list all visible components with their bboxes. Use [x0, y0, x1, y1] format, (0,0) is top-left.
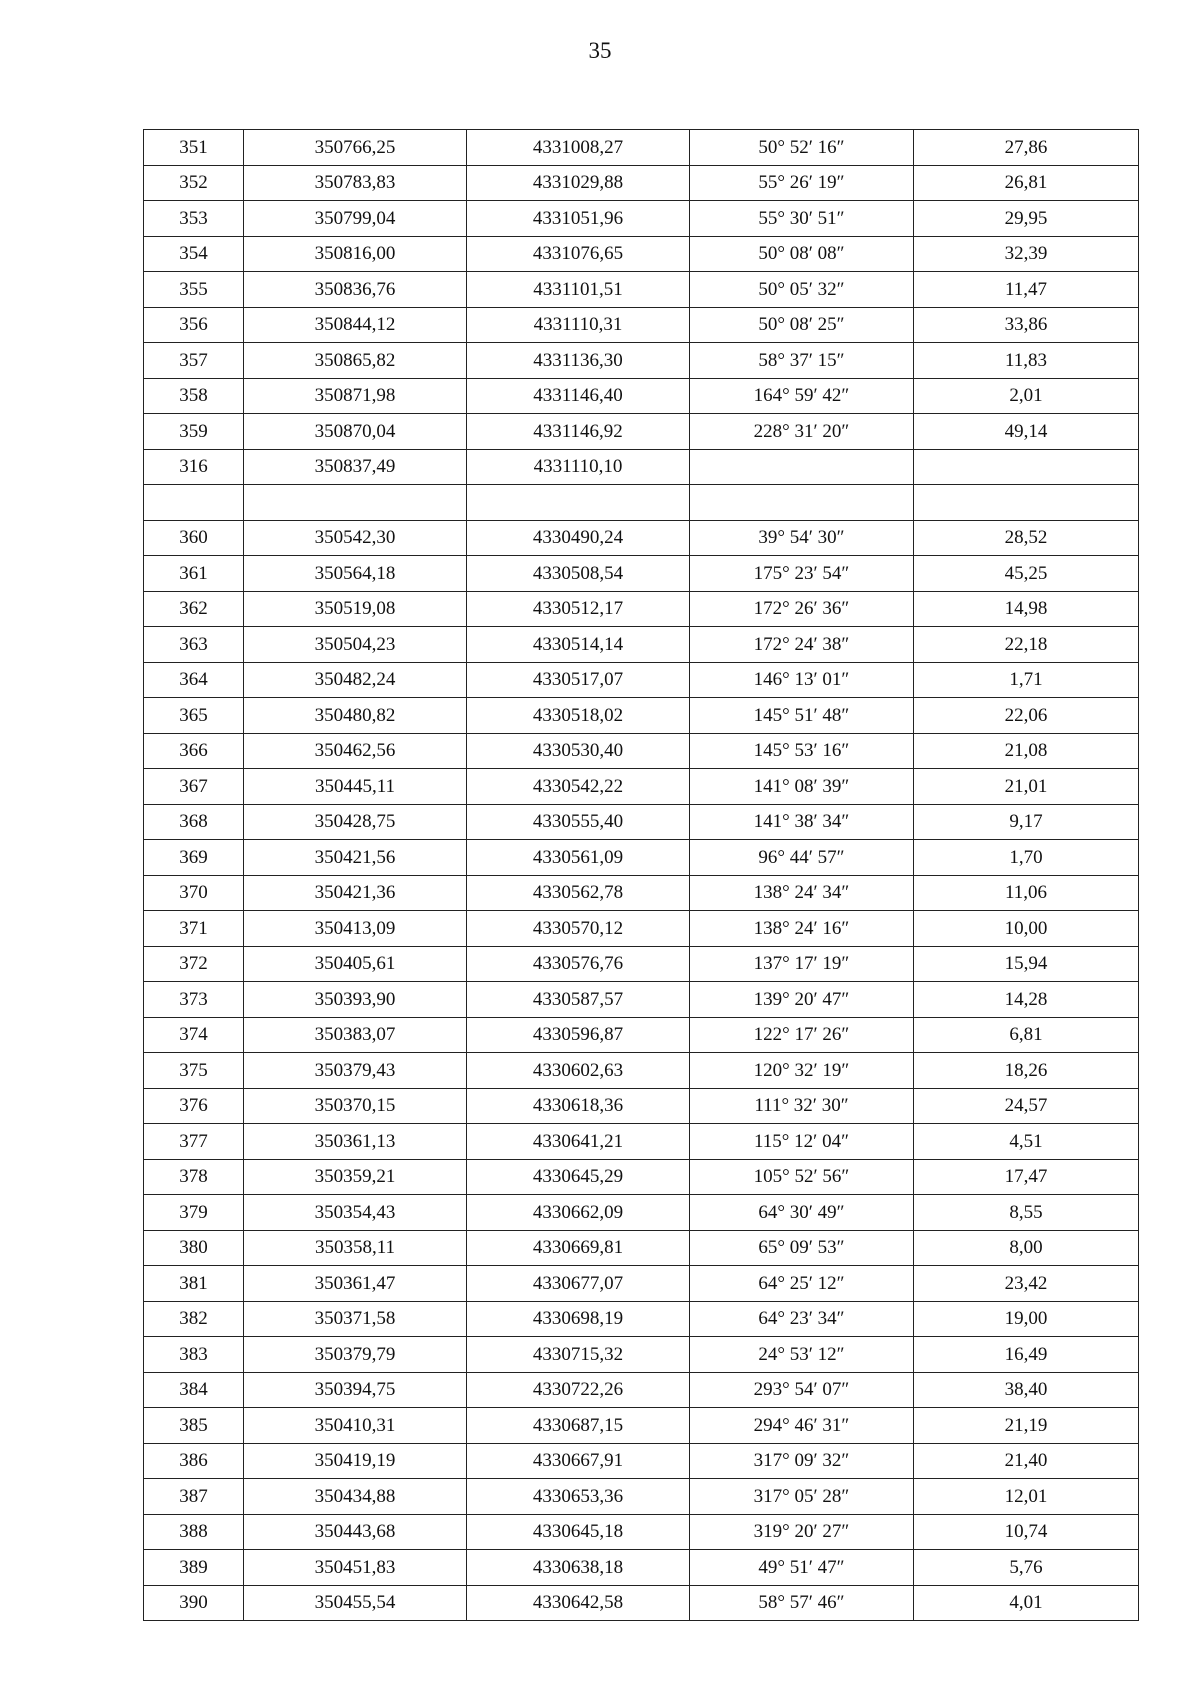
x-coordinate-cell: 350434,88 [244, 1479, 467, 1515]
point-number-cell: 354 [144, 236, 244, 272]
y-coordinate-cell: 4331101,51 [467, 272, 690, 308]
x-coordinate-cell: 350504,23 [244, 627, 467, 663]
point-number-cell: 356 [144, 307, 244, 343]
direction-angle-cell: 228° 31′ 20″ [690, 414, 914, 450]
y-coordinate-cell: 4330677,07 [467, 1266, 690, 1302]
direction-angle-cell: 141° 08′ 39″ [690, 769, 914, 805]
distance-cell: 17,47 [914, 1159, 1139, 1195]
distance-cell: 27,86 [914, 130, 1139, 166]
direction-angle-cell: 111° 32′ 30″ [690, 1088, 914, 1124]
distance-cell: 21,08 [914, 733, 1139, 769]
distance-cell: 26,81 [914, 165, 1139, 201]
table-row [144, 449, 1139, 485]
distance-cell: 21,01 [914, 769, 1139, 805]
direction-angle-cell: 319° 20′ 27″ [690, 1514, 914, 1550]
y-coordinate-cell: 4330514,14 [467, 627, 690, 663]
table-row [144, 1124, 1139, 1160]
x-coordinate-cell: 350482,24 [244, 662, 467, 698]
table-row [144, 307, 1139, 343]
table-row [144, 485, 1139, 521]
y-coordinate-cell: 4330542,22 [467, 769, 690, 805]
point-number-cell: 387 [144, 1479, 244, 1515]
direction-angle-cell: 96° 44′ 57″ [690, 840, 914, 876]
point-number-cell: 359 [144, 414, 244, 450]
x-coordinate-cell: 350871,98 [244, 378, 467, 414]
table-row [144, 698, 1139, 734]
direction-angle-cell: 139° 20′ 47″ [690, 982, 914, 1018]
point-number-cell: 353 [144, 201, 244, 237]
table-row [144, 130, 1139, 166]
table-row [144, 378, 1139, 414]
point-number-cell: 379 [144, 1195, 244, 1231]
table-row [144, 662, 1139, 698]
coordinates-table [143, 129, 1139, 1621]
distance-cell: 22,18 [914, 627, 1139, 663]
direction-angle-cell: 50° 05′ 32″ [690, 272, 914, 308]
point-number-cell: 375 [144, 1053, 244, 1089]
y-coordinate-cell: 4331076,65 [467, 236, 690, 272]
y-coordinate-cell: 4331110,10 [467, 449, 690, 485]
distance-cell: 19,00 [914, 1301, 1139, 1337]
point-number-cell: 372 [144, 946, 244, 982]
point-number-cell [144, 485, 244, 521]
distance-cell: 28,52 [914, 520, 1139, 556]
point-number-cell: 367 [144, 769, 244, 805]
point-number-cell: 371 [144, 911, 244, 947]
distance-cell: 5,76 [914, 1550, 1139, 1586]
table-row [144, 165, 1139, 201]
direction-angle-cell: 58° 57′ 46″ [690, 1585, 914, 1621]
point-number-cell: 381 [144, 1266, 244, 1302]
table-row [144, 520, 1139, 556]
point-number-cell: 386 [144, 1443, 244, 1479]
point-number-cell: 360 [144, 520, 244, 556]
x-coordinate-cell: 350379,43 [244, 1053, 467, 1089]
y-coordinate-cell: 4330570,12 [467, 911, 690, 947]
y-coordinate-cell: 4330508,54 [467, 556, 690, 592]
page-number: 35 [588, 38, 612, 63]
table-row [144, 1337, 1139, 1373]
table-row [144, 1159, 1139, 1195]
x-coordinate-cell: 350451,83 [244, 1550, 467, 1586]
y-coordinate-cell: 4330638,18 [467, 1550, 690, 1586]
x-coordinate-cell: 350354,43 [244, 1195, 467, 1231]
distance-cell: 6,81 [914, 1017, 1139, 1053]
table-row [144, 1088, 1139, 1124]
distance-cell: 49,14 [914, 414, 1139, 450]
table-row [144, 556, 1139, 592]
direction-angle-cell: 122° 17′ 26″ [690, 1017, 914, 1053]
coordinates-table-body [144, 130, 1139, 1621]
distance-cell [914, 485, 1139, 521]
x-coordinate-cell: 350393,90 [244, 982, 467, 1018]
point-number-cell: 358 [144, 378, 244, 414]
direction-angle-cell: 105° 52′ 56″ [690, 1159, 914, 1195]
point-number-cell: 365 [144, 698, 244, 734]
y-coordinate-cell: 4330576,76 [467, 946, 690, 982]
table-row [144, 1550, 1139, 1586]
direction-angle-cell: 64° 23′ 34″ [690, 1301, 914, 1337]
y-coordinate-cell: 4330618,36 [467, 1088, 690, 1124]
distance-cell: 2,01 [914, 378, 1139, 414]
x-coordinate-cell: 350480,82 [244, 698, 467, 734]
x-coordinate-cell: 350428,75 [244, 804, 467, 840]
point-number-cell: 385 [144, 1408, 244, 1444]
x-coordinate-cell: 350379,79 [244, 1337, 467, 1373]
x-coordinate-cell: 350462,56 [244, 733, 467, 769]
direction-angle-cell: 172° 24′ 38″ [690, 627, 914, 663]
point-number-cell: 351 [144, 130, 244, 166]
table-row [144, 1585, 1139, 1621]
x-coordinate-cell: 350799,04 [244, 201, 467, 237]
y-coordinate-cell: 4330518,02 [467, 698, 690, 734]
x-coordinate-cell: 350359,21 [244, 1159, 467, 1195]
distance-cell: 15,94 [914, 946, 1139, 982]
point-number-cell: 352 [144, 165, 244, 201]
point-number-cell: 380 [144, 1230, 244, 1266]
x-coordinate-cell: 350361,47 [244, 1266, 467, 1302]
direction-angle-cell: 317° 09′ 32″ [690, 1443, 914, 1479]
distance-cell: 21,40 [914, 1443, 1139, 1479]
y-coordinate-cell: 4330530,40 [467, 733, 690, 769]
distance-cell: 8,00 [914, 1230, 1139, 1266]
x-coordinate-cell: 350443,68 [244, 1514, 467, 1550]
x-coordinate-cell: 350455,54 [244, 1585, 467, 1621]
x-coordinate-cell: 350410,31 [244, 1408, 467, 1444]
x-coordinate-cell: 350837,49 [244, 449, 467, 485]
direction-angle-cell: 115° 12′ 04″ [690, 1124, 914, 1160]
y-coordinate-cell: 4330667,91 [467, 1443, 690, 1479]
point-number-cell: 316 [144, 449, 244, 485]
x-coordinate-cell: 350844,12 [244, 307, 467, 343]
point-number-cell: 376 [144, 1088, 244, 1124]
direction-angle-cell: 294° 46′ 31″ [690, 1408, 914, 1444]
y-coordinate-cell: 4330587,57 [467, 982, 690, 1018]
x-coordinate-cell: 350383,07 [244, 1017, 467, 1053]
direction-angle-cell: 172° 26′ 36″ [690, 591, 914, 627]
y-coordinate-cell: 4331110,31 [467, 307, 690, 343]
point-number-cell: 364 [144, 662, 244, 698]
table-row [144, 1408, 1139, 1444]
distance-cell: 32,39 [914, 236, 1139, 272]
point-number-cell: 361 [144, 556, 244, 592]
x-coordinate-cell: 350405,61 [244, 946, 467, 982]
point-number-cell: 369 [144, 840, 244, 876]
x-coordinate-cell: 350394,75 [244, 1372, 467, 1408]
direction-angle-cell: 50° 52′ 16″ [690, 130, 914, 166]
direction-angle-cell: 293° 54′ 07″ [690, 1372, 914, 1408]
distance-cell: 4,51 [914, 1124, 1139, 1160]
table-row [144, 1443, 1139, 1479]
direction-angle-cell: 146° 13′ 01″ [690, 662, 914, 698]
distance-cell: 16,49 [914, 1337, 1139, 1373]
x-coordinate-cell: 350865,82 [244, 343, 467, 379]
x-coordinate-cell: 350361,13 [244, 1124, 467, 1160]
y-coordinate-cell: 4330687,15 [467, 1408, 690, 1444]
point-number-cell: 373 [144, 982, 244, 1018]
table-row [144, 840, 1139, 876]
distance-cell: 22,06 [914, 698, 1139, 734]
point-number-cell: 362 [144, 591, 244, 627]
distance-cell [914, 449, 1139, 485]
distance-cell: 33,86 [914, 307, 1139, 343]
direction-angle-cell: 138° 24′ 16″ [690, 911, 914, 947]
x-coordinate-cell: 350371,58 [244, 1301, 467, 1337]
x-coordinate-cell: 350870,04 [244, 414, 467, 450]
x-coordinate-cell: 350564,18 [244, 556, 467, 592]
y-coordinate-cell: 4330561,09 [467, 840, 690, 876]
y-coordinate-cell: 4330722,26 [467, 1372, 690, 1408]
distance-cell: 11,06 [914, 875, 1139, 911]
point-number-cell: 370 [144, 875, 244, 911]
distance-cell: 9,17 [914, 804, 1139, 840]
y-coordinate-cell: 4331146,92 [467, 414, 690, 450]
point-number-cell: 390 [144, 1585, 244, 1621]
distance-cell: 14,28 [914, 982, 1139, 1018]
table-row [144, 911, 1139, 947]
point-number-cell: 388 [144, 1514, 244, 1550]
y-coordinate-cell: 4331146,40 [467, 378, 690, 414]
x-coordinate-cell: 350419,19 [244, 1443, 467, 1479]
direction-angle-cell: 58° 37′ 15″ [690, 343, 914, 379]
distance-cell: 24,57 [914, 1088, 1139, 1124]
direction-angle-cell: 145° 53′ 16″ [690, 733, 914, 769]
table-row [144, 1053, 1139, 1089]
y-coordinate-cell: 4330698,19 [467, 1301, 690, 1337]
y-coordinate-cell [467, 485, 690, 521]
point-number-cell: 383 [144, 1337, 244, 1373]
table-row [144, 1479, 1139, 1515]
y-coordinate-cell: 4330555,40 [467, 804, 690, 840]
point-number-cell: 377 [144, 1124, 244, 1160]
distance-cell: 12,01 [914, 1479, 1139, 1515]
point-number-cell: 355 [144, 272, 244, 308]
direction-angle-cell: 120° 32′ 19″ [690, 1053, 914, 1089]
distance-cell: 21,19 [914, 1408, 1139, 1444]
point-number-cell: 374 [144, 1017, 244, 1053]
x-coordinate-cell [244, 485, 467, 521]
direction-angle-cell: 39° 54′ 30″ [690, 520, 914, 556]
distance-cell: 11,47 [914, 272, 1139, 308]
point-number-cell: 389 [144, 1550, 244, 1586]
table-row [144, 343, 1139, 379]
x-coordinate-cell: 350358,11 [244, 1230, 467, 1266]
direction-angle-cell: 164° 59′ 42″ [690, 378, 914, 414]
x-coordinate-cell: 350421,36 [244, 875, 467, 911]
direction-angle-cell: 137° 17′ 19″ [690, 946, 914, 982]
direction-angle-cell: 24° 53′ 12″ [690, 1337, 914, 1373]
point-number-cell: 382 [144, 1301, 244, 1337]
direction-angle-cell: 64° 30′ 49″ [690, 1195, 914, 1231]
x-coordinate-cell: 350836,76 [244, 272, 467, 308]
table-row [144, 201, 1139, 237]
x-coordinate-cell: 350783,83 [244, 165, 467, 201]
direction-angle-cell: 64° 25′ 12″ [690, 1266, 914, 1302]
x-coordinate-cell: 350816,00 [244, 236, 467, 272]
table-row [144, 1266, 1139, 1302]
table-row [144, 733, 1139, 769]
table-row [144, 1372, 1139, 1408]
y-coordinate-cell: 4330642,58 [467, 1585, 690, 1621]
table-row [144, 272, 1139, 308]
y-coordinate-cell: 4330512,17 [467, 591, 690, 627]
table-row [144, 1017, 1139, 1053]
distance-cell: 18,26 [914, 1053, 1139, 1089]
table-row [144, 236, 1139, 272]
distance-cell: 14,98 [914, 591, 1139, 627]
y-coordinate-cell: 4330641,21 [467, 1124, 690, 1160]
table-row [144, 627, 1139, 663]
direction-angle-cell: 65° 09′ 53″ [690, 1230, 914, 1266]
x-coordinate-cell: 350542,30 [244, 520, 467, 556]
distance-cell: 1,71 [914, 662, 1139, 698]
direction-angle-cell: 141° 38′ 34″ [690, 804, 914, 840]
distance-cell: 4,01 [914, 1585, 1139, 1621]
y-coordinate-cell: 4330596,87 [467, 1017, 690, 1053]
y-coordinate-cell: 4330653,36 [467, 1479, 690, 1515]
y-coordinate-cell: 4331051,96 [467, 201, 690, 237]
x-coordinate-cell: 350445,11 [244, 769, 467, 805]
y-coordinate-cell: 4330669,81 [467, 1230, 690, 1266]
x-coordinate-cell: 350766,25 [244, 130, 467, 166]
table-row [144, 1301, 1139, 1337]
direction-angle-cell: 55° 30′ 51″ [690, 201, 914, 237]
table-row [144, 875, 1139, 911]
point-number-cell: 384 [144, 1372, 244, 1408]
y-coordinate-cell: 4331136,30 [467, 343, 690, 379]
x-coordinate-cell: 350413,09 [244, 911, 467, 947]
y-coordinate-cell: 4330662,09 [467, 1195, 690, 1231]
y-coordinate-cell: 4330562,78 [467, 875, 690, 911]
table-row [144, 414, 1139, 450]
direction-angle-cell: 317° 05′ 28″ [690, 1479, 914, 1515]
direction-angle-cell: 175° 23′ 54″ [690, 556, 914, 592]
table-row [144, 1514, 1139, 1550]
distance-cell: 8,55 [914, 1195, 1139, 1231]
direction-angle-cell: 145° 51′ 48″ [690, 698, 914, 734]
point-number-cell: 363 [144, 627, 244, 663]
direction-angle-cell: 50° 08′ 08″ [690, 236, 914, 272]
distance-cell: 29,95 [914, 201, 1139, 237]
distance-cell: 45,25 [914, 556, 1139, 592]
table-row [144, 804, 1139, 840]
y-coordinate-cell: 4330645,29 [467, 1159, 690, 1195]
point-number-cell: 366 [144, 733, 244, 769]
y-coordinate-cell: 4331029,88 [467, 165, 690, 201]
y-coordinate-cell: 4330602,63 [467, 1053, 690, 1089]
point-number-cell: 368 [144, 804, 244, 840]
distance-cell: 11,83 [914, 343, 1139, 379]
direction-angle-cell [690, 449, 914, 485]
direction-angle-cell: 49° 51′ 47″ [690, 1550, 914, 1586]
distance-cell: 23,42 [914, 1266, 1139, 1302]
y-coordinate-cell: 4330490,24 [467, 520, 690, 556]
y-coordinate-cell: 4330645,18 [467, 1514, 690, 1550]
x-coordinate-cell: 350519,08 [244, 591, 467, 627]
y-coordinate-cell: 4331008,27 [467, 130, 690, 166]
direction-angle-cell: 50° 08′ 25″ [690, 307, 914, 343]
table-row [144, 591, 1139, 627]
point-number-cell: 378 [144, 1159, 244, 1195]
table-row [144, 946, 1139, 982]
point-number-cell: 357 [144, 343, 244, 379]
table-row [144, 982, 1139, 1018]
distance-cell: 10,00 [914, 911, 1139, 947]
y-coordinate-cell: 4330715,32 [467, 1337, 690, 1373]
distance-cell: 38,40 [914, 1372, 1139, 1408]
y-coordinate-cell: 4330517,07 [467, 662, 690, 698]
direction-angle-cell: 138° 24′ 34″ [690, 875, 914, 911]
direction-angle-cell: 55° 26′ 19″ [690, 165, 914, 201]
x-coordinate-cell: 350370,15 [244, 1088, 467, 1124]
distance-cell: 10,74 [914, 1514, 1139, 1550]
direction-angle-cell [690, 485, 914, 521]
table-row [144, 769, 1139, 805]
x-coordinate-cell: 350421,56 [244, 840, 467, 876]
table-row [144, 1230, 1139, 1266]
distance-cell: 1,70 [914, 840, 1139, 876]
table-row [144, 1195, 1139, 1231]
